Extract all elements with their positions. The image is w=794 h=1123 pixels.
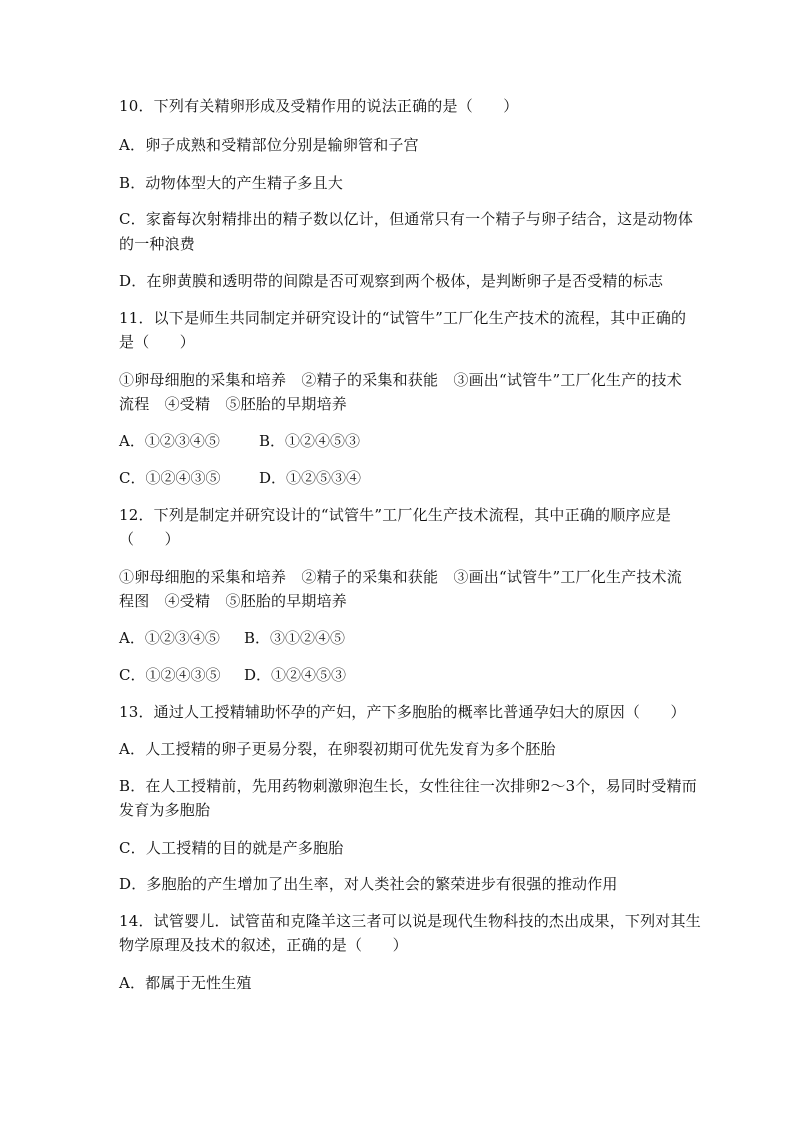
question-11-option-c: C．①②④③⑤ <box>119 469 221 487</box>
question-12-steps-line-2: 程图 ④受精 ⑤胚胎的早期培养 <box>119 592 348 610</box>
question-10-stem: 10．下列有关精卵形成及受精作用的说法正确的是（ ） <box>119 97 519 115</box>
question-10-option-c-line-1: C．家畜每次射精排出的精子数以亿计，但通常只有一个精子与卵子结合，这是动物体 <box>119 210 694 228</box>
question-13-option-b-line-1: B．在人工授精前，先用药物刺激卵泡生长，女性往往一次排卵2～3个，易同时受精而 <box>119 777 697 795</box>
question-14-stem-line-2: 物学原理及技术的叙述，正确的是（ ） <box>119 936 408 954</box>
question-10-option-b: B．动物体型大的产生精子多且大 <box>119 174 344 192</box>
question-11-option-b: B．①②④⑤③ <box>259 432 361 450</box>
question-11-steps-line-2: 流程 ④受精 ⑤胚胎的早期培养 <box>119 395 348 413</box>
question-11-stem-line-1: 11．以下是师生共同制定并研究设计的“试管牛”工厂化生产技术的流程，其中正确的 <box>119 309 687 327</box>
question-10-option-c-line-2: 的一种浪费 <box>119 235 196 253</box>
question-10-option-a: A．卵子成熟和受精部位分别是输卵管和子宫 <box>119 136 419 154</box>
question-14-option-a: A．都属于无性生殖 <box>119 974 252 992</box>
question-12-options-row-1 <box>119 626 679 650</box>
question-13-option-a: A．人工授精的卵子更易分裂，在卵裂初期可优先发育为多个胚胎 <box>119 740 556 758</box>
question-13-option-b-line-2: 发育为多胞胎 <box>119 801 211 819</box>
question-12-option-c: C．①②④③⑤ <box>119 666 221 684</box>
question-13-stem: 13．通过人工授精辅助怀孕的产妇，产下多胞胎的概率比普通孕妇大的原因（ ） <box>119 703 686 721</box>
question-12-stem-line-1: 12．下列是制定并研究设计的“试管牛”工厂化生产技术流程，其中正确的顺序应是 <box>119 506 672 524</box>
question-11-options-row-1 <box>119 429 679 453</box>
question-13-option-c: C．人工授精的目的就是产多胞胎 <box>119 839 344 857</box>
question-14-stem-line-1: 14．试管婴儿．试管苗和克隆羊这三者可以说是现代生物科技的杰出成果，下列对其生 <box>119 912 701 930</box>
question-10-option-d: D．在卵黄膜和透明带的间隙是否可观察到两个极体，是判断卵子是否受精的标志 <box>119 272 664 290</box>
question-11-steps-line-1: ①卵母细胞的采集和培养 ②精子的采集和获能 ③画出“试管牛”工厂化生产的技术 <box>119 371 682 389</box>
question-12-option-d: D．①②④⑤③ <box>244 666 347 684</box>
question-11-stem-line-2: 是（ ） <box>119 333 196 351</box>
question-11-options-row-2 <box>119 466 679 490</box>
question-12-option-a: A．①②③④⑤ <box>119 629 220 647</box>
question-13-option-d: D．多胞胎的产生增加了出生率，对人类社会的繁荣进步有很强的推动作用 <box>119 875 618 893</box>
question-12-steps-line-1: ①卵母细胞的采集和培养 ②精子的采集和获能 ③画出“试管牛”工厂化生产技术流 <box>119 568 682 586</box>
question-12-options-row-2 <box>119 663 679 687</box>
question-12-stem-line-2: （ ） <box>119 530 180 548</box>
question-12-option-b: B．③①②④⑤ <box>244 629 346 647</box>
question-11-option-d: D．①②⑤③④ <box>259 469 362 487</box>
question-11-option-a: A．①②③④⑤ <box>119 432 220 450</box>
